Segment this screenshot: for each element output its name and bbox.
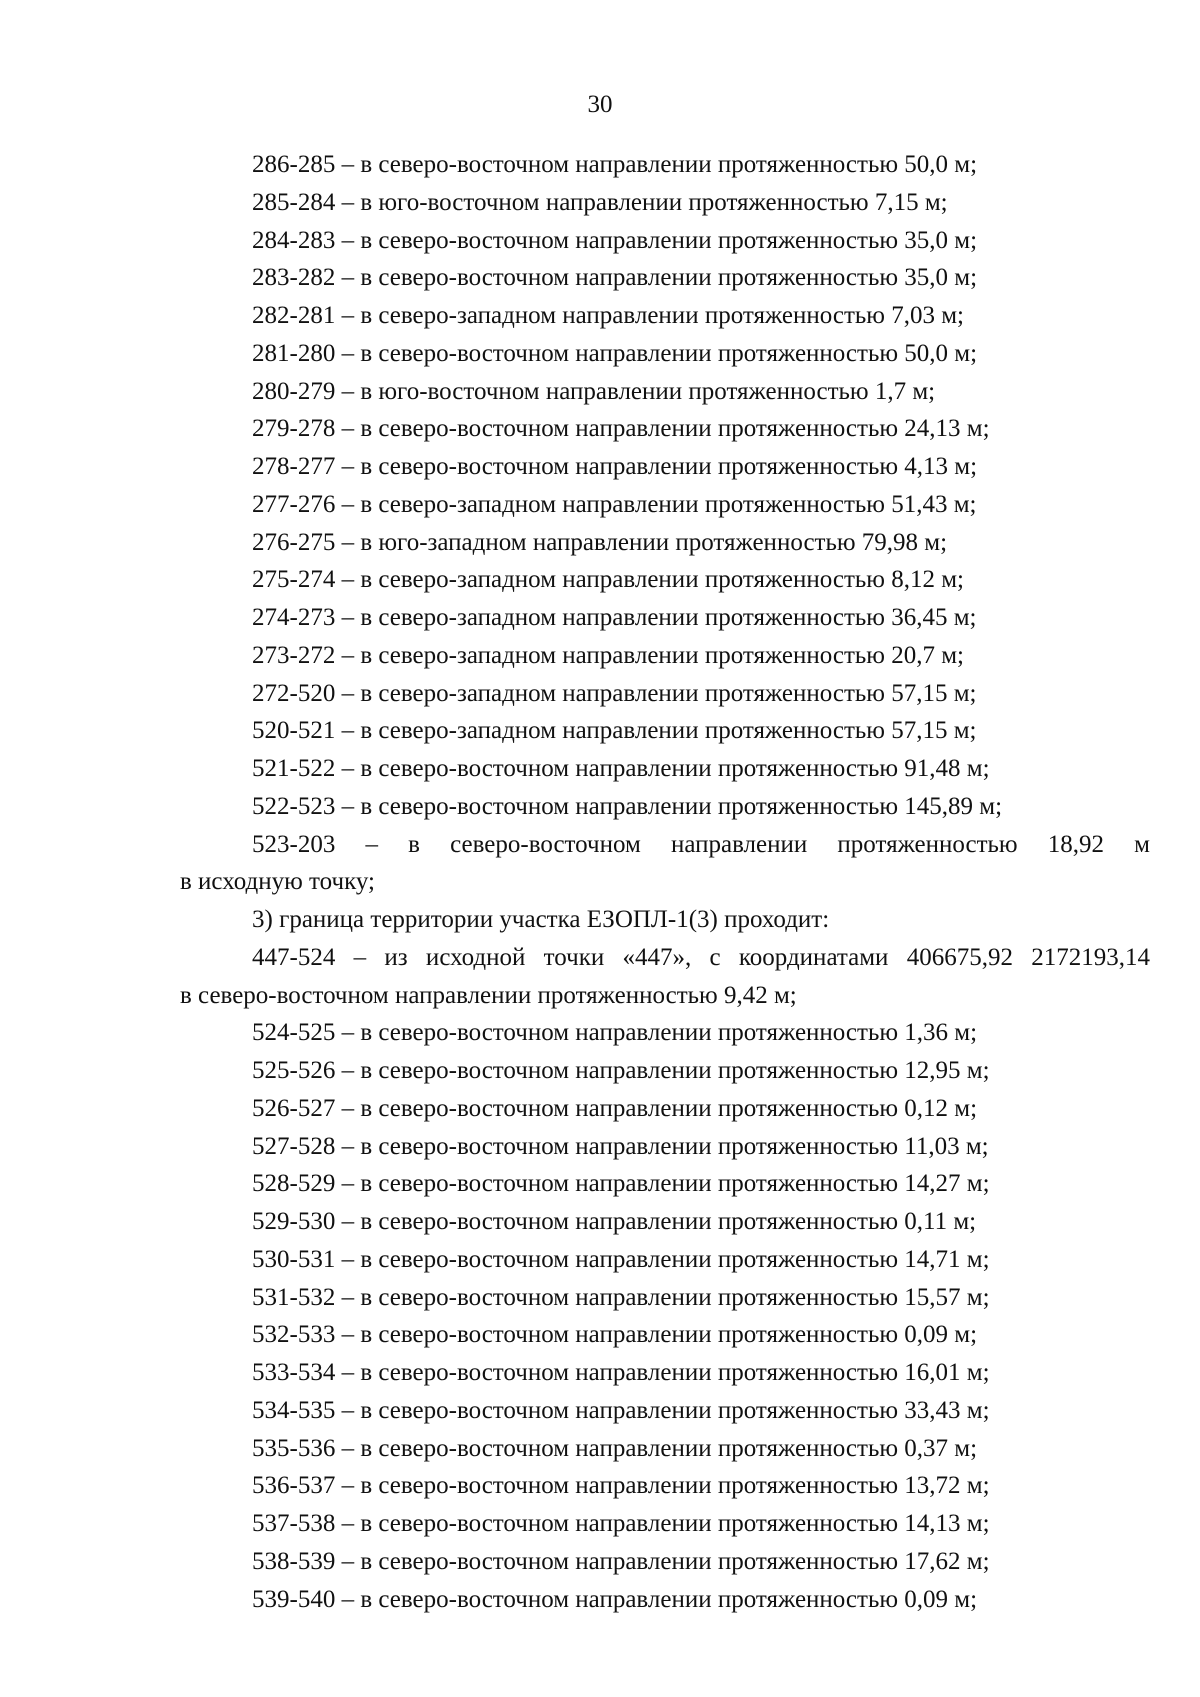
boundary-line: 275-274 – в северо-западном направлении протяженностью 8,12 м; (252, 566, 964, 594)
boundary-line: 531-532 – в северо-восточном направлении протяженностью 15,57 м; (252, 1283, 990, 1311)
boundary-line: 529-530 – в северо-восточном направлении протяженностью 0,11 м; (252, 1208, 977, 1235)
boundary-line: 278-277 – в северо-восточном направлении протяженностью 4,13 м; (252, 453, 978, 480)
boundary-line: 530-531 – в северо-восточном направлении протяженностью 14,71 м; (252, 1245, 990, 1273)
section-heading: 3) граница территории участка ЕЗОПЛ-1(3) проходит: (252, 906, 830, 933)
boundary-line: 539-540 – в северо-восточном направлении протяженностью 0,09 м; (252, 1585, 978, 1613)
boundary-line: 277-276 – в северо-западном направлении протяженностью 51,43 м; (252, 490, 977, 518)
page-number: 30 (587, 91, 613, 118)
boundary-line-continuation: в исходную точку; (180, 868, 375, 896)
boundary-line: 535-536 – в северо-восточном направлении протяженностью 0,37 м; (252, 1434, 978, 1462)
boundary-line: 522-523 – в северо-восточном направлении протяженностью 145,89 м; (252, 792, 1003, 820)
boundary-line: 283-282 – в северо-восточном направлении протяженностью 35,0 м; (252, 264, 978, 292)
boundary-line: 536-537 – в северо-восточном направлении протяженностью 13,72 м; (252, 1472, 990, 1500)
boundary-line: 534-535 – в северо-восточном направлении протяженностью 33,43 м; (252, 1396, 990, 1424)
boundary-line: 279-278 – в северо-восточном направлении протяженностью 24,13 м; (252, 415, 990, 443)
boundary-line: 538-539 – в северо-восточном направлении протяженностью 17,62 м; (252, 1547, 990, 1575)
boundary-line: 273-272 – в северо-западном направлении протяженностью 20,7 м; (252, 641, 964, 669)
boundary-line: 537-538 – в северо-восточном направлении протяженностью 14,13 м; (252, 1510, 990, 1537)
boundary-line: 280-279 – в юго-восточном направлении протяженностью 1,7 м; (252, 377, 936, 405)
boundary-line: 285-284 – в юго-восточном направлении протяженностью 7,15 м; (252, 188, 948, 216)
boundary-line: 526-527 – в северо-восточном направлении протяженностью 0,12 м; (252, 1094, 978, 1122)
boundary-line-justified: 523-203 – в северо-восточном направлении протяженностью 18,92 м (252, 830, 1150, 858)
boundary-line: 520-521 – в северо-западном направлении протяженностью 57,15 м; (252, 717, 977, 745)
boundary-line: 286-285 – в северо-восточном направлении протяженностью 50,0 м; (252, 151, 978, 178)
boundary-line: 272-520 – в северо-западном направлении протяженностью 57,15 м; (252, 679, 977, 707)
boundary-line: 274-273 – в северо-западном направлении протяженностью 36,45 м; (252, 604, 977, 631)
boundary-line: 524-525 – в северо-восточном направлении протяженностью 1,36 м; (252, 1019, 978, 1047)
boundary-line: 282-281 – в северо-западном направлении протяженностью 7,03 м; (252, 302, 964, 329)
boundary-line: 532-533 – в северо-восточном направлении протяженностью 0,09 м; (252, 1321, 978, 1349)
boundary-line: 281-280 – в северо-восточном направлении протяженностью 50,0 м; (252, 339, 978, 367)
boundary-line: 525-526 – в северо-восточном направлении протяженностью 12,95 м; (252, 1057, 990, 1084)
boundary-line: 527-528 – в северо-восточном направлении протяженностью 11,03 м; (252, 1132, 989, 1160)
boundary-line-continuation: в северо-восточном направлении протяженностью 9,42 м; (180, 981, 797, 1009)
boundary-line: 521-522 – в северо-восточном направлении протяженностью 91,48 м; (252, 755, 990, 782)
boundary-line: 533-534 – в северо-восточном направлении протяженностью 16,01 м; (252, 1359, 990, 1386)
document-body (180, 146, 1150, 1618)
boundary-line: 528-529 – в северо-восточном направлении протяженностью 14,27 м; (252, 1170, 990, 1198)
boundary-line: 284-283 – в северо-восточном направлении протяженностью 35,0 м; (252, 226, 978, 254)
boundary-line: 276-275 – в юго-западном направлении протяженностью 79,98 м; (252, 528, 948, 556)
boundary-line-justified: 447-524 – из исходной точки «447», с координатами 406675,92 2172193,14 (252, 943, 1150, 971)
